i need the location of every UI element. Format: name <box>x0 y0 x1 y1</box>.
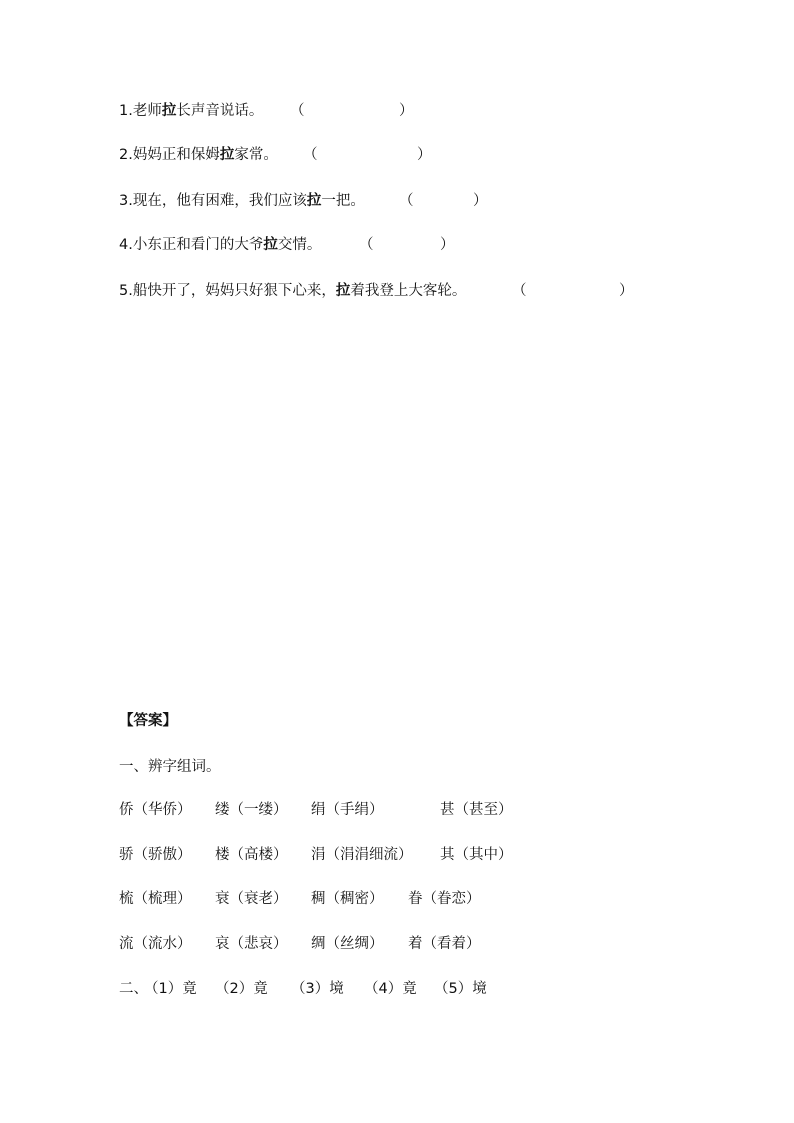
question-5 <box>119 281 634 301</box>
grid-cell: 流（流水） <box>119 936 192 952</box>
keyword: 拉 <box>161 103 177 119</box>
grid-cell: 衰（衰老） <box>215 891 288 907</box>
answer-paren-open: （ <box>303 147 318 163</box>
grid-cell: 着（看着） <box>408 936 481 952</box>
question-text: 5.船快开了，妈妈只好狠下心来， <box>119 283 336 299</box>
question-1 <box>119 101 414 121</box>
grid-cell: 甚（甚至） <box>440 802 513 818</box>
section2-item: （1）竟 <box>144 981 197 997</box>
answer-paren-close: ） <box>399 103 414 119</box>
answer-paren-open: （ <box>359 237 374 253</box>
grid-cell: 涓（涓涓细流） <box>311 847 413 863</box>
answer-paren-close: ） <box>440 237 455 253</box>
grid-cell: 绸（丝绸） <box>311 936 384 952</box>
section2-item: （5）境 <box>434 981 487 997</box>
grid-cell: 稠（稠密） <box>311 891 384 907</box>
grid-cell: 楼（高楼） <box>215 847 288 863</box>
answer-paren-open: （ <box>399 193 414 209</box>
keyword: 拉 <box>263 237 278 253</box>
answers-heading: 【答案】 <box>119 713 177 729</box>
question-3 <box>119 191 488 211</box>
question-text: 家常。 <box>234 147 278 163</box>
question-text: 3.现在，他有困难，我们应该 <box>119 193 307 209</box>
answer-paren-open: （ <box>290 103 305 119</box>
question-text: 交情。 <box>277 237 322 253</box>
question-text: 着我登上大客轮。 <box>350 283 467 299</box>
keyword: 拉 <box>219 147 235 163</box>
grid-cell: 梳（梳理） <box>119 891 192 907</box>
section2-prefix: 二、 <box>119 981 148 997</box>
question-text: 一把。 <box>321 193 365 209</box>
answer-paren-close: ） <box>473 193 488 209</box>
grid-cell: 缕（一缕） <box>215 802 288 818</box>
section1-title: 一、辨字组词。 <box>119 759 221 775</box>
section2-item: （4）竟 <box>364 981 417 997</box>
grid-cell: 其（其中） <box>440 847 513 863</box>
question-text: 长声音说话。 <box>176 103 264 119</box>
grid-cell: 绢（手绢） <box>311 802 384 818</box>
question-2 <box>119 145 432 165</box>
question-text: 4.小东正和看门的大爷 <box>119 237 264 253</box>
section2-item: （3）境 <box>291 981 344 997</box>
question-text: 2.妈妈正和保姆 <box>119 147 220 163</box>
question-text: 1.老师 <box>119 103 162 119</box>
grid-cell: 骄（骄傲） <box>119 847 192 863</box>
section2-item: （2）竟 <box>215 981 268 997</box>
answer-paren-close: ） <box>619 283 634 299</box>
grid-cell: 侨（华侨） <box>119 802 192 818</box>
keyword: 拉 <box>306 193 322 209</box>
keyword: 拉 <box>335 283 351 299</box>
answer-paren-open: （ <box>512 283 527 299</box>
grid-cell: 眷（眷恋） <box>408 891 481 907</box>
answer-paren-close: ） <box>417 147 432 163</box>
grid-cell: 哀（悲哀） <box>215 936 288 952</box>
question-4 <box>119 235 455 255</box>
